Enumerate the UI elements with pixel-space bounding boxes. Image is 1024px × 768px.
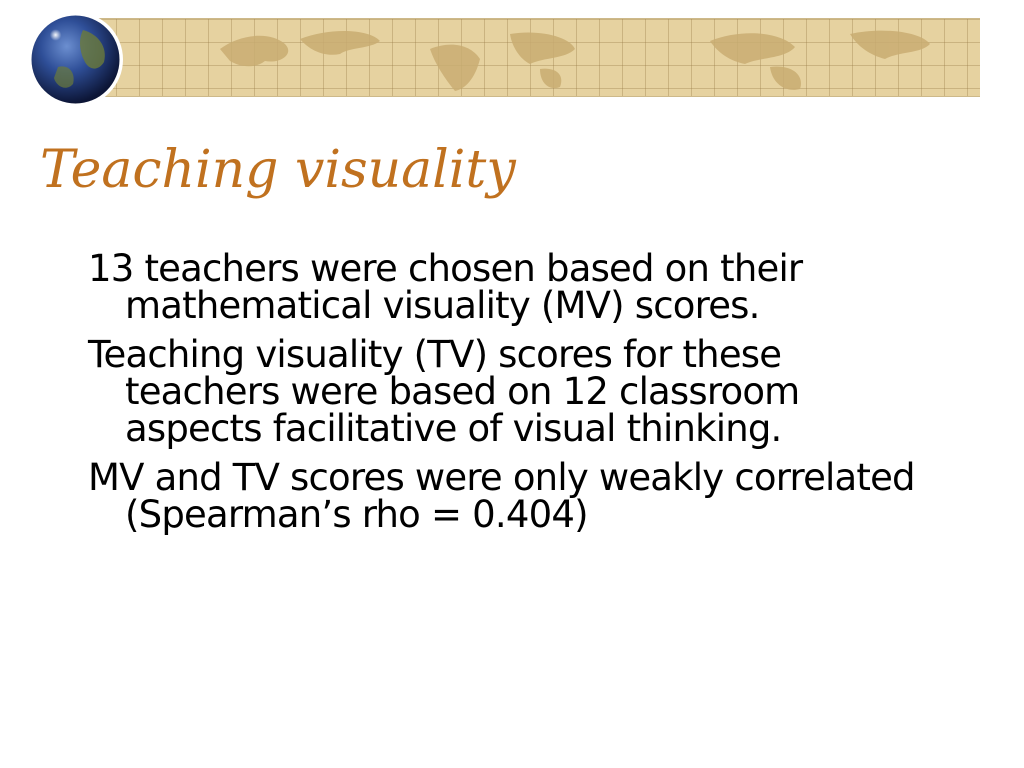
bullet-item: 13 teachers were chosen based on their mathematical visuality (MV) scores. <box>88 247 803 327</box>
world-map-shapes <box>70 19 980 96</box>
globe-icon <box>28 12 123 107</box>
page-title: Teaching visuality <box>40 140 516 200</box>
bullet-list <box>88 247 938 545</box>
world-map-banner <box>70 18 980 97</box>
bullet-item: Teaching visuality (TV) scores for these teachers were based on 12 classroom aspects facilitative of visual thinking. <box>88 333 800 450</box>
bullet-item: MV and TV scores were only weakly correlated (Spearman’s rho = 0.404) <box>88 456 915 536</box>
